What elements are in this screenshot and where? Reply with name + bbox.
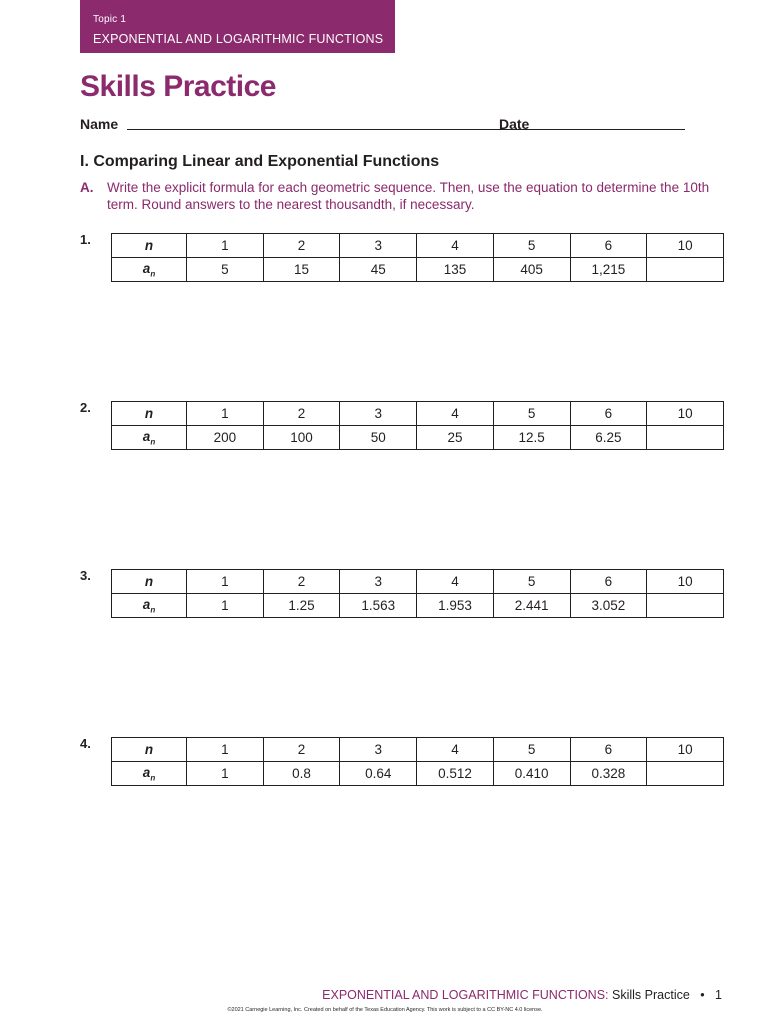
footer-subject: EXPONENTIAL AND LOGARITHMIC FUNCTIONS: (322, 988, 609, 1002)
a-value-cell: 15 (263, 258, 340, 282)
instruction (80, 179, 730, 213)
n-value-cell: 2 (263, 738, 340, 762)
n-value-cell: 6 (570, 570, 647, 594)
n-row (112, 738, 724, 762)
n-value-cell: 2 (263, 570, 340, 594)
date-field[interactable] (538, 129, 685, 130)
n-value-cell: 1 (187, 234, 264, 258)
a-value-cell: 0.328 (570, 762, 647, 786)
section-heading: I. Comparing Linear and Exponential Functions (80, 153, 440, 170)
n-value-cell: 6 (570, 738, 647, 762)
n-value-cell: 1 (187, 402, 264, 426)
n-value-cell: 10 (647, 402, 724, 426)
a-value-cell: 0.512 (417, 762, 494, 786)
a-value-cell: 6.25 (570, 426, 647, 450)
a-header (112, 426, 187, 450)
a-value-cell: 1.563 (340, 594, 417, 618)
a-value-cell: 3.052 (570, 594, 647, 618)
page-number: 1 (715, 988, 722, 1002)
page-footer (322, 988, 722, 1002)
n-value-cell: 10 (647, 738, 724, 762)
name-date-row (80, 116, 690, 136)
sequence-table (111, 233, 724, 282)
n-value-cell: 3 (340, 570, 417, 594)
answer-cell[interactable] (647, 762, 724, 786)
n-value-cell: 4 (417, 234, 494, 258)
answer-cell[interactable] (647, 258, 724, 282)
n-value-cell: 5 (493, 570, 570, 594)
a-subscript: n (150, 773, 156, 783)
n-value-cell: 6 (570, 402, 647, 426)
topic-subject: EXPONENTIAL AND LOGARITHMIC FUNCTIONS (93, 32, 384, 46)
a-value-cell: 135 (417, 258, 494, 282)
a-row (112, 762, 724, 786)
sequence-table (111, 401, 724, 450)
problem-number: 1. (80, 232, 91, 247)
a-row (112, 594, 724, 618)
a-value-cell: 0.8 (263, 762, 340, 786)
n-value-cell: 3 (340, 234, 417, 258)
a-value-cell: 1 (187, 594, 264, 618)
n-value-cell: 1 (187, 738, 264, 762)
a-value-cell: 50 (340, 426, 417, 450)
problem-number: 4. (80, 736, 91, 751)
problem-number: 3. (80, 568, 91, 583)
a-value-cell: 200 (187, 426, 264, 450)
instruction-letter: A. (80, 180, 94, 195)
n-value-cell: 5 (493, 402, 570, 426)
a-subscript: n (150, 605, 156, 615)
answer-cell[interactable] (647, 426, 724, 450)
problem-number: 2. (80, 400, 91, 415)
a-header (112, 762, 187, 786)
n-value-cell: 1 (187, 570, 264, 594)
topic-label: Topic 1 (93, 14, 127, 25)
page-title: Skills Practice (80, 70, 276, 103)
a-value-cell: 0.410 (493, 762, 570, 786)
n-header: n (112, 402, 187, 426)
a-value-cell: 1.953 (417, 594, 494, 618)
n-header: n (112, 234, 187, 258)
instruction-text: Write the explicit formula for each geometric sequence. Then, use the equation to determine the 10th term. Round answers to the nearest thousandth, if necessary. (107, 180, 710, 212)
a-value-cell: 25 (417, 426, 494, 450)
n-header: n (112, 738, 187, 762)
footer-page-label: Skills Practice (608, 988, 690, 1002)
answer-cell[interactable] (647, 594, 724, 618)
a-symbol: a (142, 428, 151, 444)
a-value-cell: 100 (263, 426, 340, 450)
a-value-cell: 5 (187, 258, 264, 282)
date-label: Date (499, 116, 530, 132)
n-value-cell: 5 (493, 234, 570, 258)
a-value-cell: 2.441 (493, 594, 570, 618)
copyright-notice: ©2021 Carnegie Learning, Inc. Created on behalf of the Texas Education Agency. This work is subject to a CC BY-NC 4.0 license. (227, 1007, 543, 1013)
n-row (112, 234, 724, 258)
a-value-cell: 1 (187, 762, 264, 786)
sequence-table (111, 569, 724, 618)
a-symbol: a (142, 764, 151, 780)
n-value-cell: 4 (417, 738, 494, 762)
a-value-cell: 45 (340, 258, 417, 282)
a-subscript: n (150, 269, 156, 279)
n-value-cell: 3 (340, 738, 417, 762)
a-value-cell: 0.64 (340, 762, 417, 786)
n-row (112, 402, 724, 426)
a-row (112, 426, 724, 450)
n-value-cell: 6 (570, 234, 647, 258)
a-row (112, 258, 724, 282)
n-value-cell: 3 (340, 402, 417, 426)
n-value-cell: 4 (417, 570, 494, 594)
name-label: Name (80, 116, 119, 132)
a-symbol: a (142, 260, 151, 276)
n-row (112, 570, 724, 594)
n-value-cell: 10 (647, 234, 724, 258)
a-value-cell: 1.25 (263, 594, 340, 618)
a-value-cell: 1,215 (570, 258, 647, 282)
n-value-cell: 2 (263, 234, 340, 258)
a-header (112, 594, 187, 618)
a-subscript: n (150, 437, 156, 447)
a-header (112, 258, 187, 282)
n-value-cell: 5 (493, 738, 570, 762)
footer-separator: • (700, 988, 705, 1002)
n-value-cell: 2 (263, 402, 340, 426)
topic-banner (80, 0, 395, 53)
n-value-cell: 10 (647, 570, 724, 594)
a-value-cell: 12.5 (493, 426, 570, 450)
n-header: n (112, 570, 187, 594)
a-symbol: a (142, 596, 151, 612)
sequence-table (111, 737, 724, 786)
n-value-cell: 4 (417, 402, 494, 426)
a-value-cell: 405 (493, 258, 570, 282)
